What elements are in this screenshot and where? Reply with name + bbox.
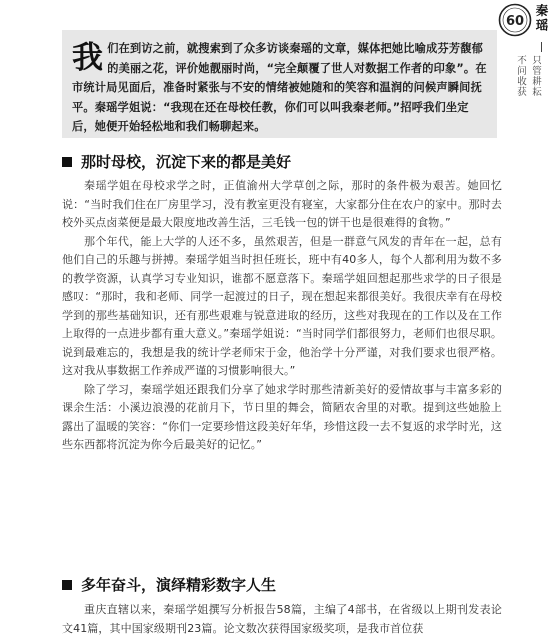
section-body-2 — [62, 601, 502, 638]
section-body-1 — [62, 177, 502, 455]
intro-box — [62, 30, 497, 138]
sidebar-motto-1: 只管耕耘 — [530, 55, 541, 97]
paragraph: 除了学习，秦瑶学姐还跟我们分享了她求学时那些清新美好的爱情故事与丰富多彩的课余生活：小溪边浪漫的花前月下，节日里的舞会，简陋农舍里的对歌。提到这些她脸上露出了温暖的笑容：“你们一定要珍惜这段美好年华，珍惜这段一去不复返的求学时光，这些东西都将沉淀为你今后最美好的记忆。” — [62, 382, 502, 451]
emblem-number: 60 — [505, 14, 525, 29]
section-heading-1 — [62, 151, 291, 172]
square-bullet-icon — [62, 580, 72, 590]
square-bullet-icon — [62, 157, 72, 167]
sidebar-motto-2: 不问收获 — [515, 55, 526, 97]
intro-dropcap: 我 — [72, 40, 104, 76]
section-heading-1-text: 那时母校，沉淀下来的都是美好 — [81, 153, 292, 171]
section-heading-2-text: 多年奋斗，演绎精彩数字人生 — [81, 576, 277, 594]
60-years-anniversary-emblem-icon — [498, 3, 532, 37]
paragraph: 那个年代，能上大学的人还不多，虽然艰苦，但是一群意气风发的青年在一起，总有他们自己的乐趣与拼搏。秦瑶学姐当时担任班长，班中有40多人，每个人都利用为数不多的教学资源，认真学习专业知识，谁都不愿意落下。秦瑶学姐回想起那些求学的日子很是感叹：“那时，我和老师、同学一起渡过的日子，现在想起来都很美好。我很庆幸有在母校学到的那些基础知识，还有那些艰难与锐意进取的经历，这些对我现在的工作以及在工作上取得的一点进步都有重大意义。”秦瑶学姐说：“当时同学们都很努力，老师们也很尽职。说到最难忘的，我想是我的统计学老师宋于金，他治学十分严谨，对我们要求也很严格。这对我从事数据工作养成严谨的习惯影响很大。” — [62, 234, 502, 377]
paragraph: 秦瑶学姐在母校求学之时，正值渝州大学草创之际，那时的条件极为艰苦。她回忆说：“当时我们住在厂房里学习，没有教室更没有寝室，大家都分住在农户的家中。那时去校外买点卤菜便是最大限度地改善生活，三毛钱一包的饼干也是很难得的食物。” — [62, 179, 502, 229]
section-heading-2 — [62, 574, 276, 595]
paragraph: 重庆直辖以来，秦瑶学姐撰写分析报告58篇，主编了4部书，在省级以上期刊发表论文41篇，其中国家级期刊23篇。论文数次获得国家级奖项，是我市首位获 — [62, 603, 502, 635]
sidebar-title: 秦瑶 — [534, 4, 549, 33]
sidebar-divider — [541, 42, 542, 52]
intro-text: 们在到访之前，就搜索到了众多访谈秦瑶的文章，媒体把她比喻成芬芳馥郁的美丽之花，评价她靓丽时尚，“完全颠覆了世人对数据工作者的印象”。在市统计局见面后，准备时紧张与不安的情绪被她随和的笑容和温润的问候声瞬间抚平。秦瑶学姐说：“我现在还在母校任教，你们可以叫我秦老师。”招呼我们坐定后，她便开始轻松地和我们畅聊起来。 — [72, 42, 487, 134]
